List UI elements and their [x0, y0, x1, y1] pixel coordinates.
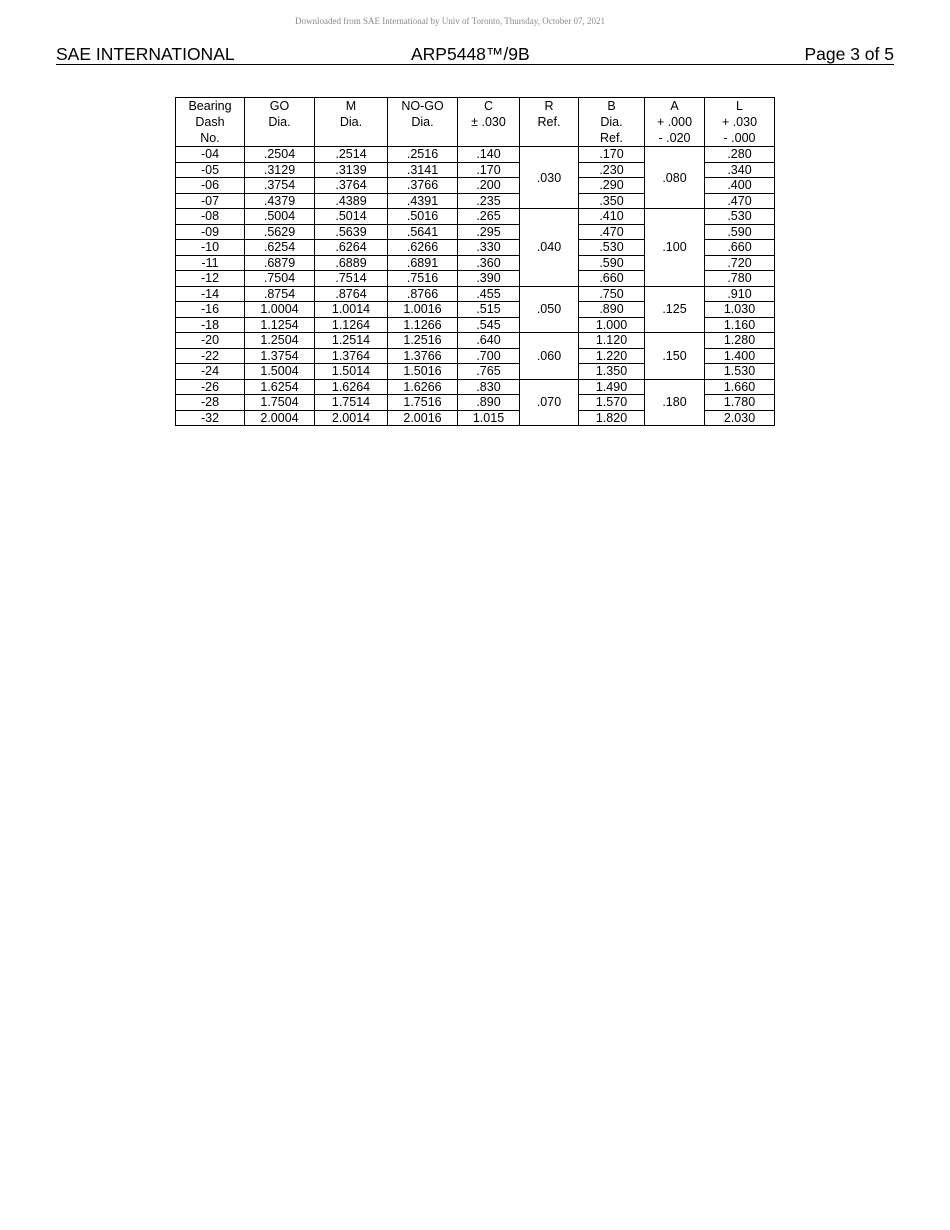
cell-l: 1.530	[705, 364, 775, 380]
column-header-b-dia-ref	[579, 98, 645, 147]
cell-dash-no: -08	[176, 209, 245, 225]
cell-nogo-dia: .5016	[388, 209, 458, 225]
column-header-line: Dia.	[411, 115, 434, 129]
column-header-line: Dia.	[339, 115, 363, 129]
cell-nogo-dia: .7516	[388, 271, 458, 287]
cell-b-dia-ref: .890	[579, 302, 645, 318]
cell-m-dia: .8764	[315, 286, 388, 302]
column-header-line	[388, 130, 457, 146]
cell-dash-no: -12	[176, 271, 245, 287]
column-header-line: ± .030	[471, 115, 506, 129]
cell-l: 1.030	[705, 302, 775, 318]
cell-go-dia: .6254	[245, 240, 315, 256]
cell-nogo-dia: .6266	[388, 240, 458, 256]
cell-m-dia: .7514	[315, 271, 388, 287]
column-header-line: No.	[200, 131, 220, 145]
cell-m-dia: .2514	[315, 147, 388, 163]
cell-nogo-dia: 2.0016	[388, 410, 458, 426]
table-header-row	[176, 98, 775, 147]
cell-go-dia: 1.3754	[245, 348, 315, 364]
cell-go-dia: 1.0004	[245, 302, 315, 318]
cell-c: .700	[458, 348, 520, 364]
cell-l: .470	[705, 193, 775, 209]
publisher-name: SAE INTERNATIONAL	[56, 44, 235, 64]
page-header	[56, 44, 894, 65]
cell-nogo-dia: .3766	[388, 178, 458, 194]
cell-c: .545	[458, 317, 520, 333]
column-header-line: GO	[269, 99, 290, 113]
cell-l: .400	[705, 178, 775, 194]
cell-b-dia-ref: 1.220	[579, 348, 645, 364]
column-header-line: L	[736, 99, 743, 113]
column-header-go-dia	[245, 98, 315, 147]
cell-b-dia-ref: 1.350	[579, 364, 645, 380]
cell-dash-no: -11	[176, 255, 245, 271]
cell-dash-no: -06	[176, 178, 245, 194]
cell-l: 1.660	[705, 379, 775, 395]
column-header-line: A	[670, 99, 679, 113]
cell-b-dia-ref: .410	[579, 209, 645, 225]
cell-nogo-dia: .4391	[388, 193, 458, 209]
cell-m-dia: .3764	[315, 178, 388, 194]
column-header-line: - .000	[723, 131, 756, 145]
table-row	[176, 286, 775, 302]
cell-nogo-dia: 1.0016	[388, 302, 458, 318]
cell-go-dia: 1.2504	[245, 333, 315, 349]
cell-r-ref: .060	[520, 333, 579, 380]
cell-dash-no: -20	[176, 333, 245, 349]
column-header-line	[315, 130, 387, 146]
table-row	[176, 209, 775, 225]
cell-c: .455	[458, 286, 520, 302]
cell-go-dia: .3129	[245, 162, 315, 178]
column-header-line: Dia.	[268, 115, 291, 129]
cell-l: .280	[705, 147, 775, 163]
column-header-l	[705, 98, 775, 147]
cell-c: .765	[458, 364, 520, 380]
cell-go-dia: .4379	[245, 193, 315, 209]
column-header-line: + .000	[656, 115, 693, 129]
cell-m-dia: .6889	[315, 255, 388, 271]
cell-nogo-dia: .8766	[388, 286, 458, 302]
cell-nogo-dia: .2516	[388, 147, 458, 163]
cell-go-dia: .5004	[245, 209, 315, 225]
cell-a: .100	[645, 209, 705, 287]
cell-r-ref: .050	[520, 286, 579, 333]
cell-nogo-dia: .5641	[388, 224, 458, 240]
column-header-line	[245, 130, 314, 146]
cell-nogo-dia: 1.7516	[388, 395, 458, 411]
column-header-a	[645, 98, 705, 147]
column-header-line: B	[607, 99, 616, 113]
cell-c: .360	[458, 255, 520, 271]
cell-go-dia: 1.6254	[245, 379, 315, 395]
column-header-line	[458, 130, 519, 146]
cell-b-dia-ref: 1.000	[579, 317, 645, 333]
cell-c: .200	[458, 178, 520, 194]
cell-b-dia-ref: .170	[579, 147, 645, 163]
cell-l: .720	[705, 255, 775, 271]
cell-r-ref: .030	[520, 147, 579, 209]
cell-m-dia: .4389	[315, 193, 388, 209]
table-row	[176, 333, 775, 349]
cell-dash-no: -26	[176, 379, 245, 395]
cell-dash-no: -04	[176, 147, 245, 163]
cell-l: .780	[705, 271, 775, 287]
column-header-dash-no	[176, 98, 245, 147]
cell-go-dia: 1.5004	[245, 364, 315, 380]
cell-l: 1.400	[705, 348, 775, 364]
cell-dash-no: -07	[176, 193, 245, 209]
cell-a: .125	[645, 286, 705, 333]
cell-dash-no: -18	[176, 317, 245, 333]
cell-nogo-dia: .3141	[388, 162, 458, 178]
cell-c: 1.015	[458, 410, 520, 426]
cell-l: .910	[705, 286, 775, 302]
cell-b-dia-ref: .290	[579, 178, 645, 194]
cell-nogo-dia: 1.5016	[388, 364, 458, 380]
cell-dash-no: -32	[176, 410, 245, 426]
cell-c: .890	[458, 395, 520, 411]
column-header-line: NO-GO	[401, 99, 444, 113]
cell-a: .150	[645, 333, 705, 380]
cell-c: .640	[458, 333, 520, 349]
cell-go-dia: .7504	[245, 271, 315, 287]
cell-nogo-dia: 1.1266	[388, 317, 458, 333]
cell-nogo-dia: 1.3766	[388, 348, 458, 364]
cell-m-dia: .5014	[315, 209, 388, 225]
column-header-line: R	[544, 99, 554, 113]
document-number: ARP5448™/9B	[411, 44, 530, 64]
column-header-line: M	[345, 99, 357, 113]
cell-l: 2.030	[705, 410, 775, 426]
cell-m-dia: 2.0014	[315, 410, 388, 426]
download-watermark: Downloaded from SAE International by Univ of Toronto, Thursday, October 07, 2021	[295, 16, 605, 26]
cell-b-dia-ref: 1.570	[579, 395, 645, 411]
cell-l: 1.160	[705, 317, 775, 333]
column-header-line: Dia.	[600, 115, 623, 129]
cell-dash-no: -09	[176, 224, 245, 240]
column-header-c	[458, 98, 520, 147]
cell-m-dia: .5639	[315, 224, 388, 240]
column-header-line: Bearing	[188, 99, 232, 113]
cell-m-dia: .6264	[315, 240, 388, 256]
cell-l: .660	[705, 240, 775, 256]
cell-l: .590	[705, 224, 775, 240]
cell-m-dia: 1.1264	[315, 317, 388, 333]
column-header-line: - .020	[658, 131, 691, 145]
cell-dash-no: -16	[176, 302, 245, 318]
cell-c: .140	[458, 147, 520, 163]
cell-go-dia: 2.0004	[245, 410, 315, 426]
cell-l: 1.280	[705, 333, 775, 349]
page-number: Page 3 of 5	[804, 44, 894, 64]
table-row	[176, 379, 775, 395]
bearing-dimension-table	[175, 97, 775, 426]
cell-c: .265	[458, 209, 520, 225]
cell-nogo-dia: 1.2516	[388, 333, 458, 349]
cell-nogo-dia: 1.6266	[388, 379, 458, 395]
cell-b-dia-ref: .350	[579, 193, 645, 209]
cell-c: .515	[458, 302, 520, 318]
cell-r-ref: .040	[520, 209, 579, 287]
cell-m-dia: 1.7514	[315, 395, 388, 411]
cell-dash-no: -14	[176, 286, 245, 302]
cell-m-dia: 1.5014	[315, 364, 388, 380]
column-header-nogo-dia	[388, 98, 458, 147]
column-header-m-dia	[315, 98, 388, 147]
cell-go-dia: .2504	[245, 147, 315, 163]
cell-b-dia-ref: .470	[579, 224, 645, 240]
cell-go-dia: .3754	[245, 178, 315, 194]
cell-b-dia-ref: .660	[579, 271, 645, 287]
cell-c: .830	[458, 379, 520, 395]
cell-b-dia-ref: 1.490	[579, 379, 645, 395]
cell-c: .295	[458, 224, 520, 240]
cell-m-dia: 1.2514	[315, 333, 388, 349]
cell-go-dia: .5629	[245, 224, 315, 240]
table-body	[176, 98, 775, 426]
cell-r-ref: .070	[520, 379, 579, 426]
cell-dash-no: -05	[176, 162, 245, 178]
cell-dash-no: -24	[176, 364, 245, 380]
cell-l: .340	[705, 162, 775, 178]
column-header-r-ref	[520, 98, 579, 147]
cell-m-dia: 1.3764	[315, 348, 388, 364]
cell-go-dia: .6879	[245, 255, 315, 271]
cell-l: 1.780	[705, 395, 775, 411]
cell-go-dia: .8754	[245, 286, 315, 302]
cell-dash-no: -28	[176, 395, 245, 411]
cell-c: .390	[458, 271, 520, 287]
column-header-line: Dash	[195, 115, 225, 129]
cell-dash-no: -10	[176, 240, 245, 256]
table-row	[176, 147, 775, 163]
cell-b-dia-ref: 1.120	[579, 333, 645, 349]
cell-a: .180	[645, 379, 705, 426]
cell-a: .080	[645, 147, 705, 209]
column-header-line: + .030	[721, 115, 758, 129]
cell-nogo-dia: .6891	[388, 255, 458, 271]
cell-go-dia: 1.1254	[245, 317, 315, 333]
cell-m-dia: 1.0014	[315, 302, 388, 318]
cell-b-dia-ref: .530	[579, 240, 645, 256]
column-header-line: Ref.	[537, 115, 561, 129]
cell-l: .530	[705, 209, 775, 225]
cell-m-dia: .3139	[315, 162, 388, 178]
cell-c: .330	[458, 240, 520, 256]
cell-dash-no: -22	[176, 348, 245, 364]
cell-c: .235	[458, 193, 520, 209]
column-header-line: C	[483, 99, 494, 113]
cell-b-dia-ref: .590	[579, 255, 645, 271]
cell-m-dia: 1.6264	[315, 379, 388, 395]
cell-b-dia-ref: .230	[579, 162, 645, 178]
column-header-line	[520, 130, 578, 146]
cell-b-dia-ref: .750	[579, 286, 645, 302]
cell-c: .170	[458, 162, 520, 178]
cell-go-dia: 1.7504	[245, 395, 315, 411]
column-header-line: Ref.	[600, 131, 623, 145]
cell-b-dia-ref: 1.820	[579, 410, 645, 426]
